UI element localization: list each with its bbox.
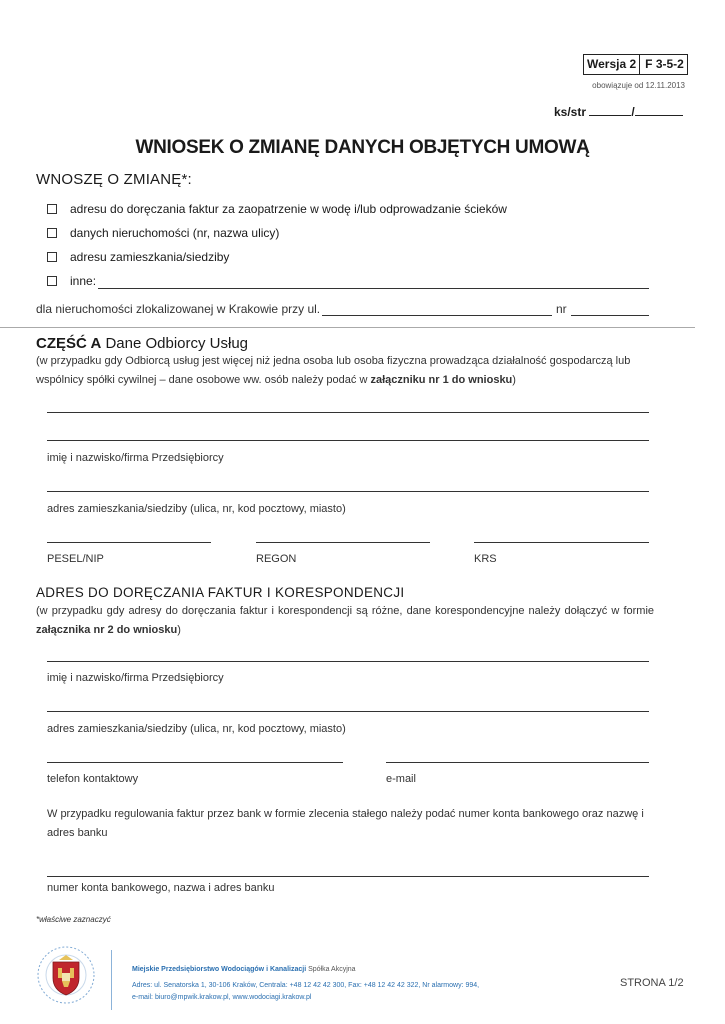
part-a-title: Dane Odbiorcy Usług [105,335,249,352]
regon-line[interactable] [256,542,430,543]
email-line[interactable] [386,762,649,763]
company-name [132,966,356,973]
part-a-note [36,352,654,390]
bank-label: numer konta bankowego, nazwa i adres banku [47,882,275,894]
bank-note: W przypadku regulowania faktur przez bank w formie zlecenia stałego należy podać numer konta bankowego oraz nazwę i adres banku [47,808,644,839]
corr-name-label: imię i nazwisko/firma Przedsiębiorcy [47,672,224,684]
company-address: Adres: ul. Senatorska 1, 30-106 Kraków, Centrala: +48 12 42 42 300, Fax: +48 12 42 42 322, Nr alarmowy: 994, [132,982,480,989]
krs-line[interactable] [474,542,649,543]
footnote: *właściwe zaznaczyć [36,915,111,924]
name-line-2[interactable] [47,440,649,441]
version-box [583,54,688,75]
section-divider [0,327,695,328]
checkbox[interactable] [47,252,57,262]
phone-label: telefon kontaktowy [47,773,139,785]
footer-divider [111,950,112,1010]
note-close: ) [512,374,516,386]
regon-label: REGON [256,553,297,565]
str-field-blank[interactable] [635,115,683,116]
ks-str-separator: / [631,105,635,119]
pesel-label: PESEL/NIP [47,553,104,565]
pesel-line[interactable] [47,542,211,543]
company-logo-icon [31,944,101,1006]
correspondence-note [36,602,654,640]
company-contact: e-mail: biuro@mpwik.krakow.pl, www.wodociagi.krakow.pl [132,994,312,1001]
option-label: adresu zamieszkania/siedziby [70,250,230,264]
part-a-heading [36,335,248,352]
note-text: (w przypadku gdy Odbiorcą usług jest więcej niż jedna osoba lub osoba fizyczna prowadząca działalność gospodarczą lub wspólnicy spółki cywilnej – dane osobowe ww. osób należy podać w [36,355,631,386]
address-line[interactable] [47,491,649,492]
name-label: imię i nazwisko/firma Przedsiębiorcy [47,452,224,464]
part-a-prefix: CZĘŚĆ A [36,335,102,352]
checkbox[interactable] [47,228,57,238]
krs-label: KRS [474,553,497,565]
name-line-1[interactable] [47,412,649,413]
option-label: danych nieruchomości (nr, nazwa ulicy) [70,226,280,240]
ks-str-label: ks/str [554,105,587,119]
note-text: (w przypadku gdy adresy do doręczania faktur i korespondencji są różne, dane korespondencyjne należy dołączyć w formie [36,605,654,617]
form-code: F 3-5-2 [639,55,687,74]
corr-address-line[interactable] [47,711,649,712]
corr-name-line[interactable] [47,661,649,662]
correspondence-heading: ADRES DO DORĘCZANIA FAKTUR I KORESPONDENCJI [36,585,405,600]
street-field-line[interactable] [322,315,552,316]
attachment-2-ref: załącznika nr 2 do wniosku [36,624,178,636]
other-field-line[interactable] [98,288,649,289]
address-label: adres zamieszkania/siedziby (ulica, nr, kod pocztowy, miasto) [47,503,346,515]
bank-line[interactable] [47,876,649,877]
option-label: adresu do doręczania faktur za zaopatrzenie w wodę i/lub odprowadzanie ścieków [70,202,507,216]
attachment-1-ref: załączniku nr 1 do wniosku [370,374,513,386]
corr-address-label: adres zamieszkania/siedziby (ulica, nr, kod pocztowy, miasto) [47,723,346,735]
checkbox[interactable] [47,276,57,286]
change-heading: WNOSZĘ O ZMIANĘ*: [36,171,192,188]
property-label: dla nieruchomości zlokalizowanej w Krakowie przy ul. [36,302,321,316]
nr-field-line[interactable] [571,315,649,316]
page-number: STRONA 1/2 [620,977,684,989]
company-name-rest: Spółka Akcyjna [306,966,356,973]
note-close: ) [177,624,181,636]
ks-field-blank[interactable] [589,115,631,116]
option-property-data[interactable] [47,226,279,240]
email-label: e-mail [386,773,416,785]
checkbox[interactable] [47,204,57,214]
ks-str-field[interactable] [554,105,683,119]
valid-from: obowiązuje od 12.11.2013 [592,81,685,90]
phone-line[interactable] [47,762,343,763]
option-residence-address[interactable] [47,250,229,264]
nr-label: nr [556,302,567,316]
version-label: Wersja 2 [587,57,637,71]
page-title: WNIOSEK O ZMIANĘ DANYCH OBJĘTYCH UMOWĄ [135,137,590,158]
option-other[interactable] [47,274,96,288]
option-label: inne: [70,274,97,288]
option-invoice-address[interactable] [47,202,507,216]
company-name-bold: Miejskie Przedsiębiorstwo Wodociągów i Kanalizacji [132,966,307,973]
